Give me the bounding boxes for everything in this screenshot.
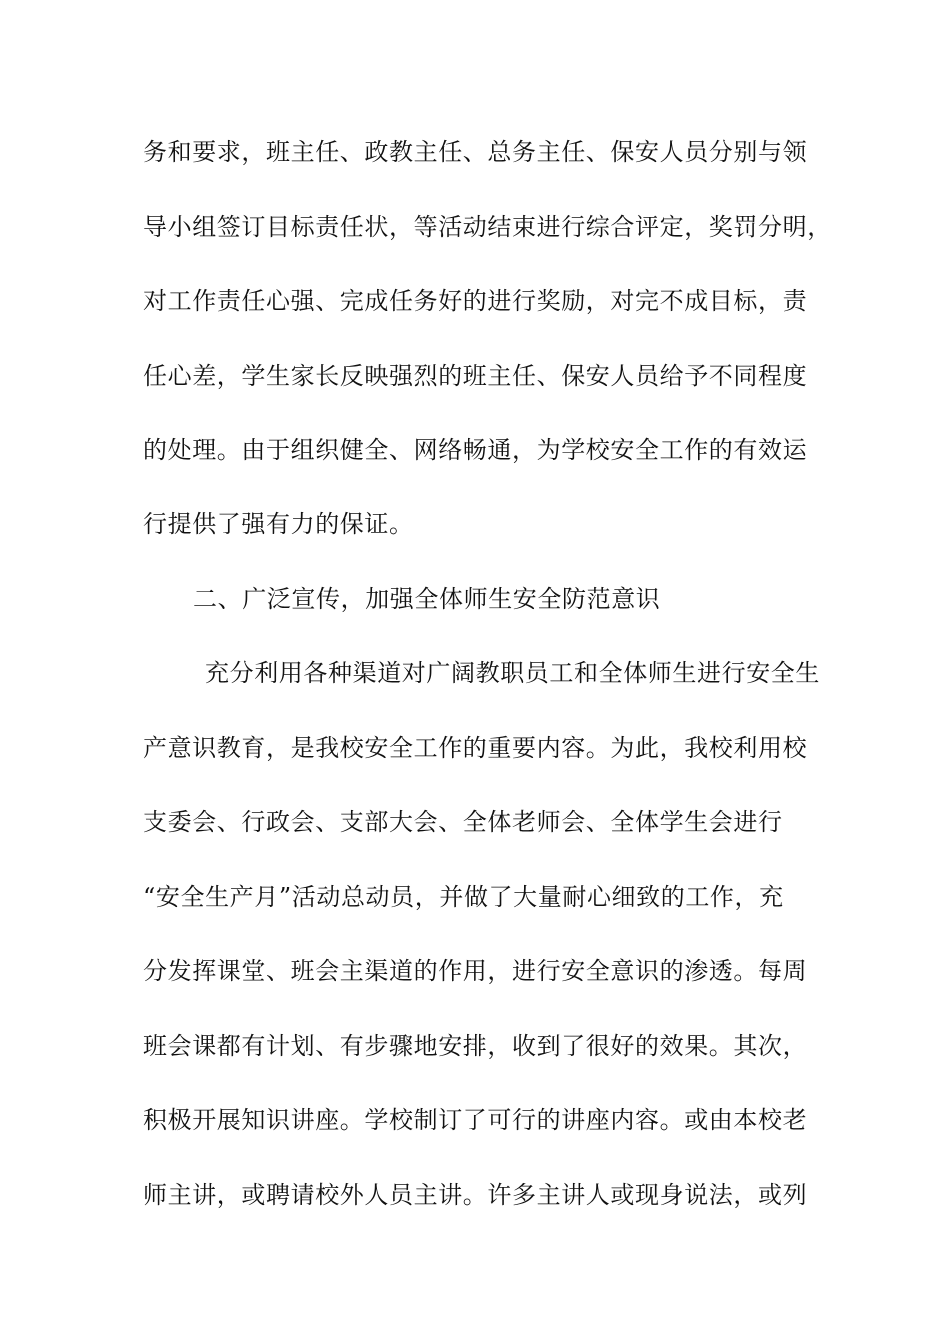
text-line: 务和要求，班主任、政教主任、总务主任、保安人员分别与领 — [143, 138, 808, 166]
text-line: 支委会、行政会、支部大会、全体老师会、全体学生会进行 — [143, 808, 783, 836]
text-line: 导小组签订目标责任状，等活动结束进行综合评定，奖罚分明， — [143, 213, 832, 241]
text-line: 分发挥课堂、班会主渠道的作用，进行安全意识的渗透。每周 — [143, 957, 808, 985]
text-line: 产意识教育，是我校安全工作的重要内容。为此，我校利用校 — [143, 734, 808, 762]
text-line: 充分利用各种渠道对广阔教职员工和全体师生进行安全生 — [205, 659, 820, 687]
section-heading: 二、广泛宣传，加强全体师生安全防范意识 — [193, 585, 661, 613]
text-line: 的处理。由于组织健全、网络畅通，为学校安全工作的有效运 — [143, 436, 808, 464]
text-line: 任心差，学生家长反映强烈的班主任、保安人员给予不同程度 — [143, 362, 808, 390]
text-line: 班会课都有计划、有步骤地安排，收到了很好的效果。其次， — [143, 1032, 808, 1060]
text-line: 行提供了强有力的保证。 — [143, 510, 414, 538]
text-line: 师主讲，或聘请校外人员主讲。许多主讲人或现身说法，或列 — [143, 1181, 808, 1209]
text-line: 积极开展知识讲座。学校制订了可行的讲座内容。或由本校老 — [143, 1106, 808, 1134]
text-line: “安全生产月”活动总动员，并做了大量耐心细致的工作，充 — [143, 883, 784, 911]
text-line: 对工作责任心强、完成任务好的进行奖励，对完不成目标，责 — [143, 287, 808, 315]
